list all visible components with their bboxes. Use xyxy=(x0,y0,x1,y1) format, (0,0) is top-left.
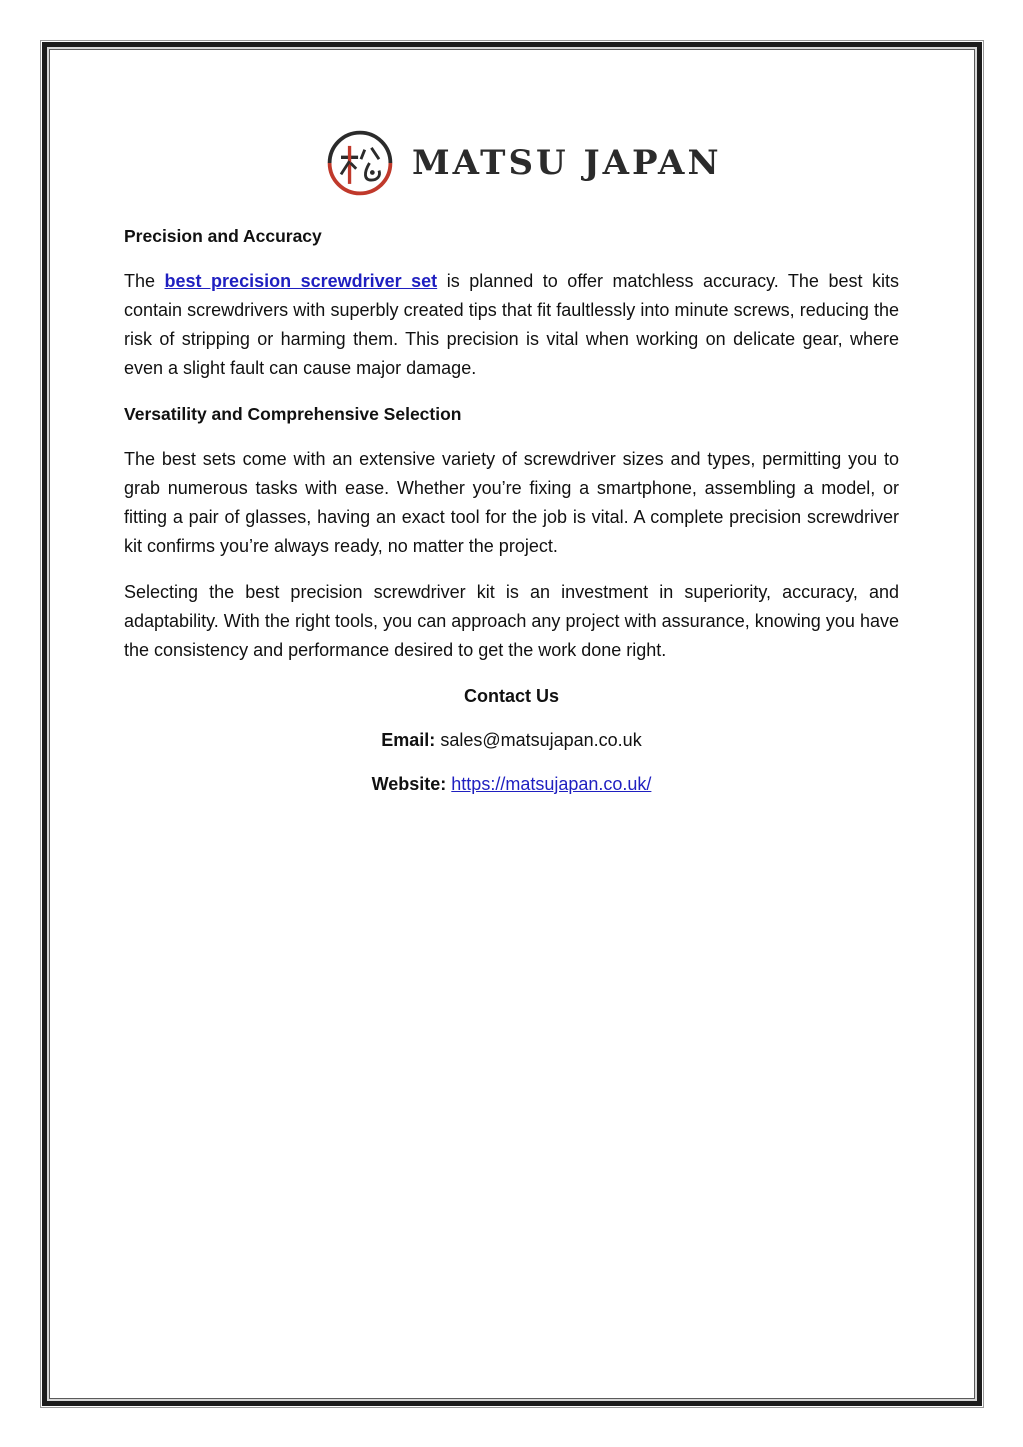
email-value: sales@matsujapan.co.uk xyxy=(435,730,642,750)
website-link[interactable]: https://matsujapan.co.uk/ xyxy=(451,774,652,794)
section-heading-versatility: Versatility and Comprehensive Selection xyxy=(124,404,462,424)
email-label: Email: xyxy=(381,730,436,750)
contact-email xyxy=(124,726,899,755)
paragraph-selecting: Selecting the best precision screwdriver kit is an investment in superiority, accuracy, and adaptability. With the right tools, you can approach any project with assurance, knowing you have the consistency and performance desired to get the work done right. xyxy=(124,582,899,660)
document-body xyxy=(124,222,899,814)
paragraph-text: The xyxy=(124,271,165,291)
paragraph-precision xyxy=(124,267,899,383)
paragraph-text: is planned to offer matchless accuracy. The best kits contain screwdrivers with superbly created tips that fit faultlessly into minute screws, reducing the risk of stripping or harming them. This precision is vital when working on delicate gear, where even a slight fault can cause major damage. xyxy=(124,271,899,378)
matsu-kanji-logo-icon xyxy=(322,125,398,201)
company-logo xyxy=(322,124,722,202)
paragraph-versatility: The best sets come with an extensive variety of screwdriver sizes and types, permitting you to grab numerous tasks with ease. Whether you’re fixing a smartphone, assembling a model, or fitting a pair of glasses, having an exact tool for the job is vital. A complete precision screwdriver kit confirms you’re always ready, no matter the project. xyxy=(124,449,899,556)
logo-wordmark: MATSU JAPAN xyxy=(412,143,722,183)
website-label: Website: xyxy=(371,774,447,794)
contact-website xyxy=(124,770,899,799)
best-precision-screwdriver-set-link[interactable]: best precision screwdriver set xyxy=(164,271,438,291)
section-heading-precision: Precision and Accuracy xyxy=(124,226,322,246)
contact-heading: Contact Us xyxy=(463,686,559,706)
